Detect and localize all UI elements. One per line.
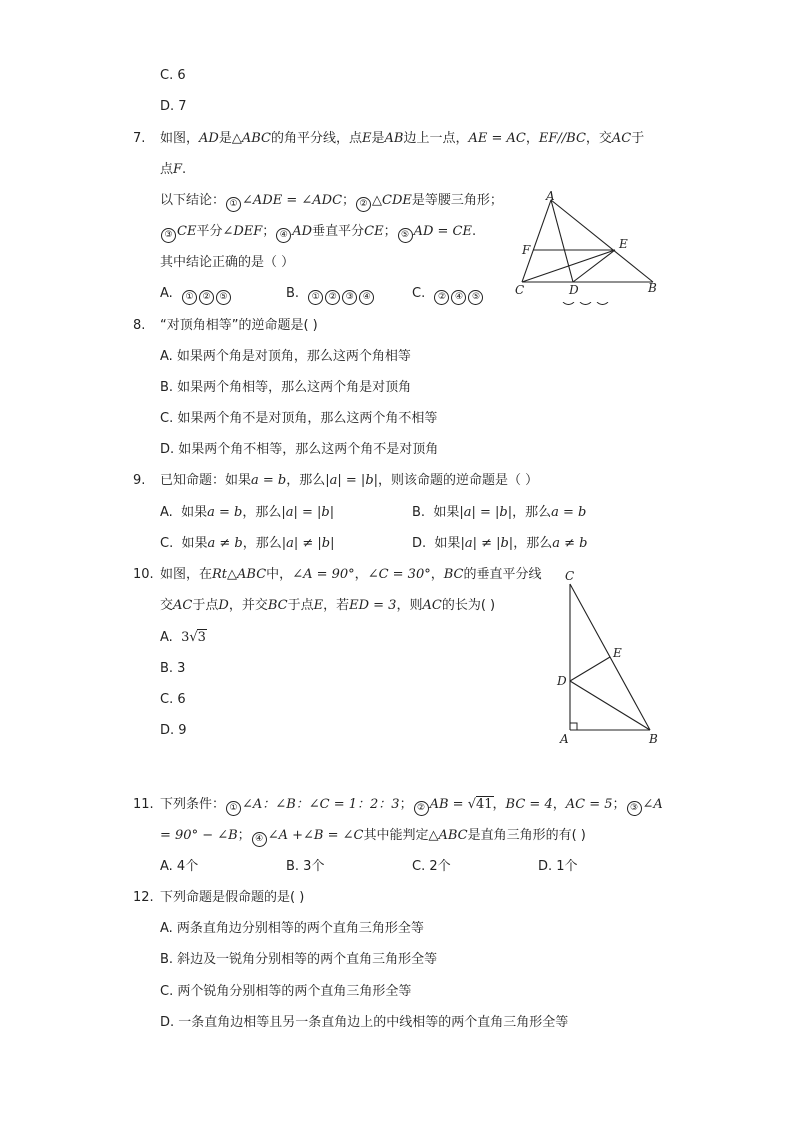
q12-stem: 下列命题是假命题的是( ) [160,890,305,905]
q10-option-d: D. 9 [160,723,187,738]
q7-conclusions-2: ③ CE平分∠DEF； ④ AD垂直平分CE； ⑤ AD = CE. [160,224,476,243]
q12-option-d: D. 一条直角边相等且另一条直角边上的中线相等的两个直角三角形全等 [160,1015,569,1030]
fig7-label-d: D [569,283,579,296]
q7-question: 其中结论正确的是（ ） [160,255,295,270]
q11-option-a: A. 4个 [160,859,199,874]
q7-option-b: B. ① ② ③ ④ [286,286,375,305]
q12-option-a: A. 两条直角边分别相等的两个直角三角形全等 [160,921,424,936]
q11-stem-cont: = 90° − ∠B； ④ ∠A +∠B = ∠C其中能判定△ABC是直角三角形的有( ) [160,828,586,847]
q9-stem: 已知命题：如果a = b，那么|a| = |b|，则该命题的逆命题是（ ） [160,473,539,488]
q8-number: 8. [133,318,146,333]
fig7-label-f: F [522,243,531,257]
right-angle-marker [570,723,577,730]
q9-number: 9. [133,473,146,488]
fig7-label-a: A [546,189,555,203]
fig10-label-e: E [613,646,622,660]
fig7-label-c: C [515,283,525,296]
q8-option-d: D. 如果两个角不相等，那么这两个角不是对顶角 [160,442,439,457]
q7-option-c: C. ② ④ ⑤ [412,286,484,305]
fig10-label-b: B [649,732,658,746]
q9-option-c: C. 如果a ≠ b，那么|a| ≠ |b| [160,536,335,551]
q9-option-d: D. 如果|a| ≠ |b|，那么a ≠ b [412,536,588,551]
q11-option-d: D. 1个 [538,859,578,874]
q10-option-c: C. 6 [160,692,186,707]
segment-db [570,681,650,730]
fig7-label-b: B [648,281,657,295]
q11-stem: 下列条件： ① ∠A：∠B：∠C = 1：2：3； ② AB = √41 ，BC = 4，AC = 5； ③ ∠A [160,797,663,816]
q7-stem: 如图，AD是△ABC的角平分线，点E是AB边上一点，AE = AC，EF//BC，交AC于 [160,131,645,146]
fig10-label-d: D [557,674,567,688]
fig7-label-e: E [619,237,628,251]
q10-option-a: A. 3√3 [160,630,206,645]
q12-option-c: C. 两个锐角分别相等的两个直角三角形全等 [160,984,412,999]
q7-option-a: A. ① ② ⑤ [160,286,232,305]
q8-option-a: A. 如果两个角是对顶角，那么这两个角相等 [160,349,411,364]
segment-de [570,657,610,681]
q8-option-c: C. 如果两个角不是对顶角，那么这两个角不相等 [160,411,438,426]
fig10-label-c: C [565,569,575,583]
q10-stem: 如图，在Rt△ABC中，∠A = 90°，∠C = 30°，BC的垂直平分线 [160,567,542,582]
q9-option-b: B. 如果|a| = |b|，那么a = b [412,505,587,520]
q9-option-a: A. 如果a = b，那么|a| = |b| [160,505,335,520]
q8-option-b: B. 如果两个角相等，那么这两个角是对顶角 [160,380,412,395]
q10-figure [552,566,668,748]
fig10-label-a: A [560,732,569,746]
q7-stem-cont: 点F. [160,162,187,177]
q6-option-c: C. 6 [160,68,186,83]
q10-stem-cont: 交AC于点D，并交BC于点E，若ED = 3，则AC的长为( ) [160,598,496,613]
q12-option-b: B. 斜边及一锐角分别相等的两个直角三角形全等 [160,952,438,967]
q10-number: 10. [133,567,154,582]
q7-conclusions-1: 以下结论： ① ∠ADE = ∠ADC； ② △CDE是等腰三角形； [160,193,503,212]
q8-stem: “对顶角相等”的逆命题是( ) [160,318,318,333]
q11-option-b: B. 3个 [286,859,325,874]
q11-option-c: C. 2个 [412,859,451,874]
q11-number: 11. [133,797,154,812]
q6-option-d: D. 7 [160,99,187,114]
q10-option-b: B. 3 [160,661,186,676]
q12-number: 12. [133,890,154,905]
q7-number: 7. [133,131,146,146]
q7-figure [505,188,675,296]
